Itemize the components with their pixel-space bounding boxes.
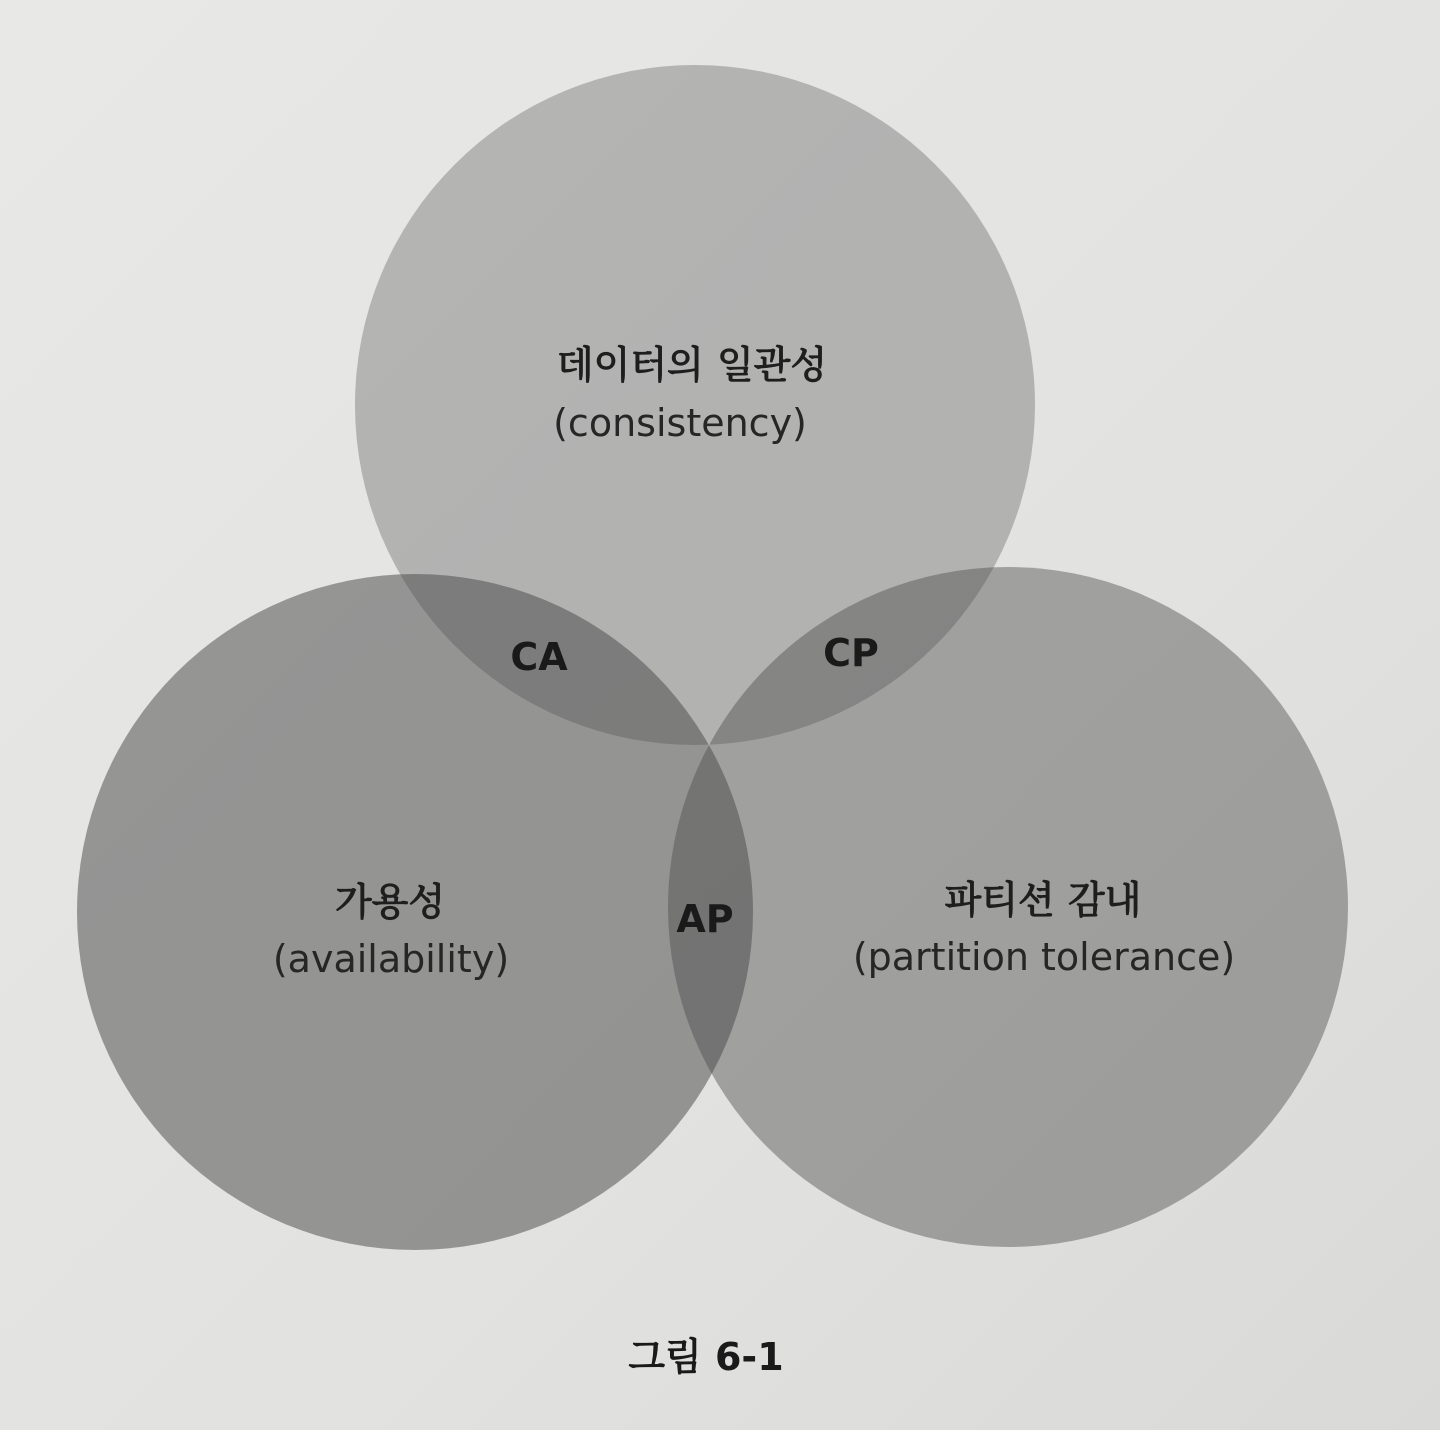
partition-tolerance-subtitle: (partition tolerance) (852, 935, 1236, 979)
figure-caption: 그림 6-1 (628, 1335, 784, 1379)
consistency-title: 데이터의 일관성 (556, 343, 828, 387)
ca-intersection-label: CA (510, 635, 568, 679)
partition-tolerance-title: 파티션 감내 (944, 878, 1142, 922)
availability-title: 가용성 (334, 880, 446, 924)
cp-intersection-label: CP (823, 631, 879, 675)
ap-intersection-label: AP (676, 897, 734, 941)
consistency-subtitle: (consistency) (553, 401, 807, 445)
availability-subtitle: (availability) (272, 937, 510, 981)
